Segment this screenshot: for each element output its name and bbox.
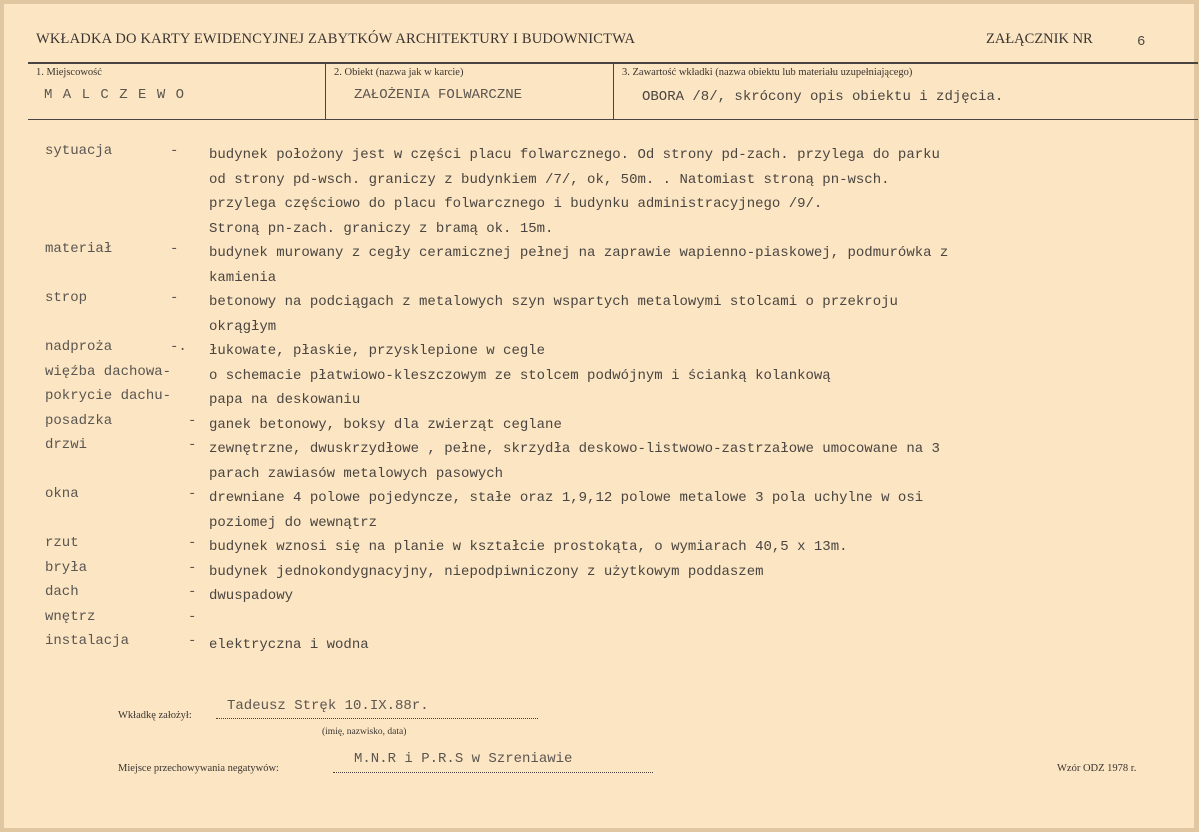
row-text-line: budynek jednokondygnacyjny, niepodpiwniczony z użytkowym poddaszem	[209, 563, 764, 580]
row-text-line: drewniane 4 polowe pojedyncze, stałe oraz 1,9,12 polowe metalowe 3 pola uchylne w osi	[209, 490, 924, 506]
founder-value: Tadeusz Stręk 10.IX.88r.	[227, 698, 429, 714]
row-text-line: zewnętrzne, dwuskrzydłowe , pełne, skrzydła deskowo-listwowo-zastrzałowe umocowane na 3	[209, 441, 940, 457]
row-dash: -	[170, 143, 179, 159]
field-divider-2	[613, 62, 614, 119]
row-label: pokrycie dachu-	[45, 388, 172, 404]
row-text-line: budynek wznosi się na planie w kształcie prostokąta, o wymiarach 40,5 x 13m.	[209, 539, 848, 555]
row-dash: -	[188, 633, 197, 649]
row-label: posadzka	[45, 412, 113, 429]
locality-label: 1. Miejscowość	[36, 67, 102, 78]
row-text-line: Stroną pn-zach. graniczy z bramą ok. 15m.	[209, 220, 554, 237]
founder-label: Wkładkę założył:	[118, 710, 192, 721]
row-dash: -.	[170, 339, 187, 355]
row-text-line: od strony pd-wsch. graniczy z budynkiem /7/, ok, 50m. . Natomiast stroną pn-wsch.	[209, 171, 890, 188]
row-label: strop	[45, 290, 88, 306]
row-dash: -	[188, 608, 197, 625]
row-text-line: budynek murowany z cegły ceramicznej pełnej na zaprawie wapienno-piaskowej, podmurówka z	[209, 245, 949, 261]
storage-line	[333, 772, 653, 773]
storage-value: M.N.R i P.R.S w Szreniawie	[354, 751, 573, 767]
row-dash: -	[170, 241, 179, 257]
row-dash: -	[188, 584, 197, 600]
record-insert-card	[4, 4, 1194, 828]
row-dash: -	[188, 437, 197, 453]
row-label: rzut	[45, 535, 79, 551]
row-label: materiał	[45, 241, 113, 257]
field-divider-1	[325, 62, 326, 119]
content-value: OBORA /8/, skrócony opis obiektu i zdjęcia.	[642, 89, 1004, 105]
row-label: instalacja	[45, 633, 130, 649]
row-text-line: okrągłym	[209, 318, 277, 335]
row-label: wnętrz	[45, 608, 96, 625]
document-title: WKŁADKA DO KARTY EWIDENCYJNEJ ZABYTKÓW ARCHITEKTURY I BUDOWNICTWA	[36, 31, 636, 47]
object-value: ZAŁOŻENIA FOLWARCZNE	[354, 87, 523, 103]
row-text-line: przylega częściowo do placu folwarcznego i budynku administracyjnego /9/.	[209, 196, 823, 212]
row-label: więźba dachowa-	[45, 363, 172, 380]
annex-label: ZAŁĄCZNIK NR	[986, 31, 1093, 47]
locality-value: M A L C Z E W O	[44, 87, 186, 103]
object-label: 2. Obiekt (nazwa jak w karcie)	[334, 67, 464, 78]
row-dash: -	[188, 559, 197, 576]
storage-label: Miejsce przechowywania negatywów:	[118, 763, 279, 774]
row-text-line: poziomej do wewnątrz	[209, 514, 378, 531]
fields-rule	[28, 119, 1198, 120]
row-text-line: budynek położony jest w części placu folwarcznego. Od strony pd-zach. przylega do parku	[209, 147, 940, 163]
founder-line	[216, 718, 538, 719]
row-dash: -	[188, 486, 197, 502]
row-text-line: ganek betonowy, boksy dla zwierząt ceglane	[209, 416, 562, 433]
row-label: drzwi	[45, 437, 88, 453]
row-label: okna	[45, 486, 79, 502]
row-text-line: betonowy na podciągach z metalowych szyn wspartych metalowymi stolcami o przekroju	[209, 294, 898, 310]
row-text-line: kamienia	[209, 269, 277, 286]
annex-number: 6	[1137, 34, 1146, 50]
row-label: dach	[45, 584, 79, 600]
row-text-line: elektryczna i wodna	[209, 637, 369, 653]
row-text-line: papa na deskowaniu	[209, 392, 361, 408]
row-text-line: dwuspadowy	[209, 588, 294, 604]
row-label: nadproża	[45, 339, 113, 355]
form-code: Wzór ODZ 1978 r.	[1057, 763, 1137, 774]
row-text-line: parach zawiasów metalowych pasowych	[209, 465, 504, 482]
row-text-line: łukowate, płaskie, przysklepione w cegle	[209, 343, 546, 359]
row-label: sytuacja	[45, 143, 113, 159]
row-dash: -	[188, 412, 197, 429]
founder-hint: (imię, nazwisko, data)	[322, 727, 407, 737]
row-dash: -	[188, 535, 197, 551]
row-dash: -	[170, 290, 179, 306]
row-label: bryła	[45, 559, 88, 576]
content-label: 3. Zawartość wkładki (nazwa obiektu lub materiału uzupełniającego)	[622, 67, 913, 78]
row-text-line: o schemacie płatwiowo-kleszczowym ze stolcem podwójnym i ścianką kolankową	[209, 367, 831, 384]
